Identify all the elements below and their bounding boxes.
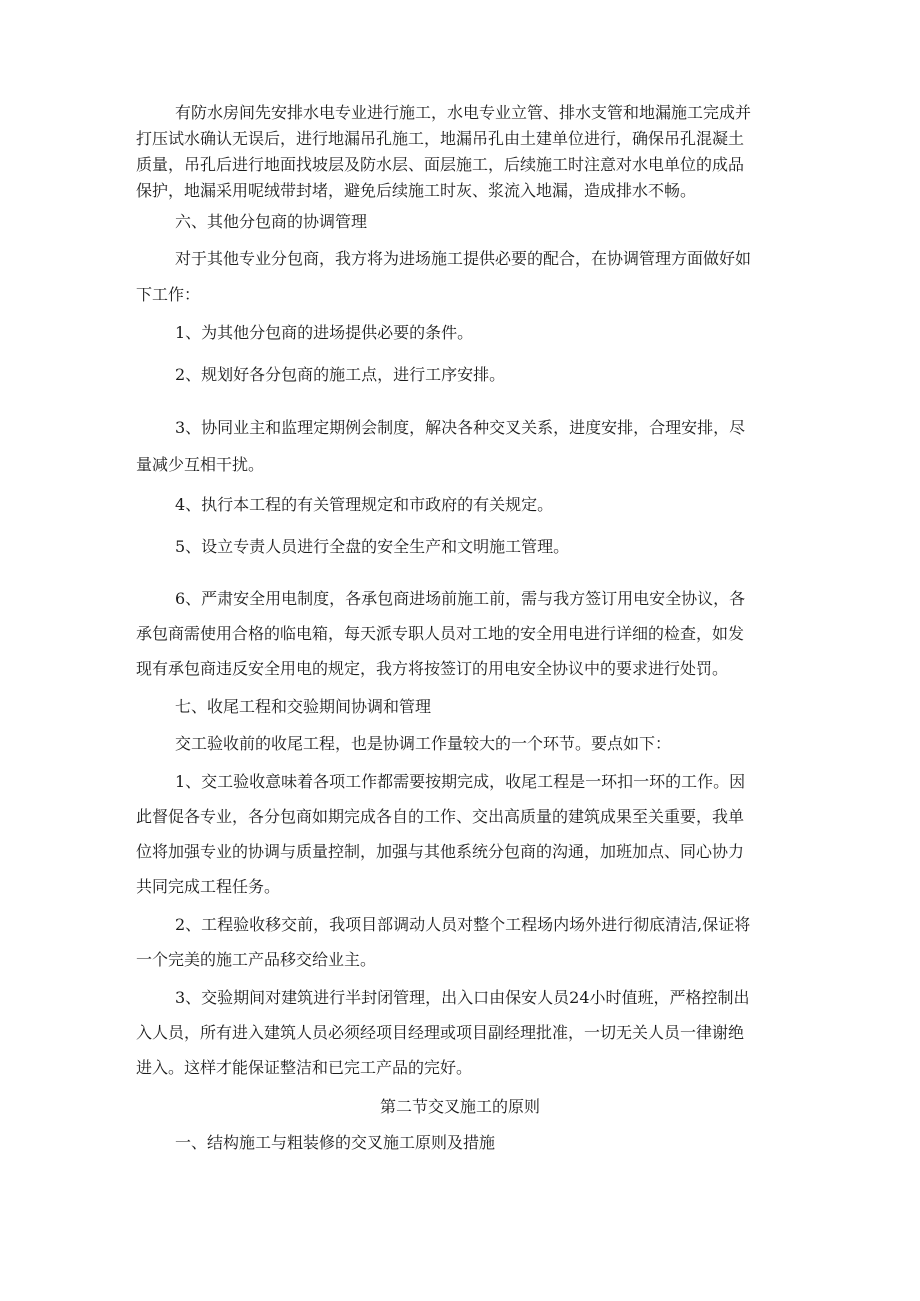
heading-seven: 七、收尾工程和交验期间协调和管理 bbox=[175, 697, 432, 716]
heading-six: 六、其他分包商的协调管理 bbox=[175, 212, 368, 231]
list-item-continuation: 现有承包商违反安全用电的规定，我方将按签订的用电安全协议中的要求进行处罚。 bbox=[136, 659, 729, 678]
paragraph-line: 保护，地漏采用呢绒带封堵，避免后续施工时灰、浆流入地漏，造成排水不畅。 bbox=[136, 181, 697, 200]
paragraph-line: 对于其他专业分包商，我方将为进场施工提供必要的配合，在协调管理方面做好如 bbox=[175, 249, 752, 268]
paragraph-line: 下工作： bbox=[136, 285, 201, 304]
list-item: 1、为其他分包商的进场提供必要的条件。 bbox=[175, 323, 474, 342]
list-item: 4、执行本工程的有关管理规定和市政府的有关规定。 bbox=[175, 495, 554, 514]
paragraph-line: 质量，吊孔后进行地面找坡层及防水层、面层施工，后续施工时注意对水电单位的成品 bbox=[136, 155, 745, 174]
section-title: 第二节交叉施工的原则 bbox=[379, 1097, 540, 1116]
list-item-continuation: 入人员，所有进入建筑人员必须经项目经理或项目副经理批准，一切无关人员一律谢绝 bbox=[136, 1023, 745, 1042]
list-item: 1、交工验收意味着各项工作都需要按期完成，收尾工程是一环扣一环的工作。因 bbox=[175, 772, 746, 791]
list-item-continuation: 此督促各专业，各分包商如期完成各自的工作、交出高质量的建筑成果至关重要，我单 bbox=[136, 807, 745, 826]
list-item: 2、规划好各分包商的施工点，进行工序安排。 bbox=[175, 365, 506, 384]
list-item-continuation: 进入。这样才能保证整洁和已完工产品的完好。 bbox=[136, 1058, 473, 1077]
list-item: 3、协同业主和监理定期例会制度，解决各种交叉关系，进度安排，合理安排，尽 bbox=[175, 418, 746, 437]
list-item-continuation: 承包商需使用合格的临电箱，每天派专职人员对工地的安全用电进行详细的检查，如发 bbox=[136, 624, 745, 643]
list-item: 6、严肃安全用电制度，各承包商进场前施工前，需与我方签订用电安全协议，各 bbox=[175, 589, 746, 608]
list-item-continuation: 位将加强专业的协调与质量控制，加强与其他系统分包商的沟通，加班加点、同心协力 bbox=[136, 842, 745, 861]
list-item: 3、交验期间对建筑进行半封闭管理，出入口由保安人员24小时值班，严格控制出 bbox=[175, 988, 750, 1007]
heading-one: 一、结构施工与粗装修的交叉施工原则及措施 bbox=[175, 1133, 496, 1152]
paragraph-line: 有防水房间先安排水电专业进行施工，水电专业立管、排水支管和地漏施工完成并 bbox=[175, 103, 752, 122]
list-item-continuation: 共同完成工程任务。 bbox=[136, 877, 281, 896]
paragraph-line: 打压试水确认无误后，进行地漏吊孔施工，地漏吊孔由土建单位进行，确保吊孔混凝土 bbox=[136, 129, 745, 148]
list-item: 2、工程验收移交前，我项目部调动人员对整个工程场内场外进行彻底清洁,保证将 bbox=[175, 915, 751, 934]
list-item-continuation: 一个完美的施工产品移交给业主。 bbox=[136, 950, 377, 969]
list-item-continuation: 量减少互相干扰。 bbox=[136, 455, 265, 474]
list-item: 5、设立专责人员进行全盘的安全生产和文明施工管理。 bbox=[175, 537, 570, 556]
paragraph-line: 交工验收前的收尾工程，也是协调工作量较大的一个环节。要点如下： bbox=[175, 734, 672, 753]
